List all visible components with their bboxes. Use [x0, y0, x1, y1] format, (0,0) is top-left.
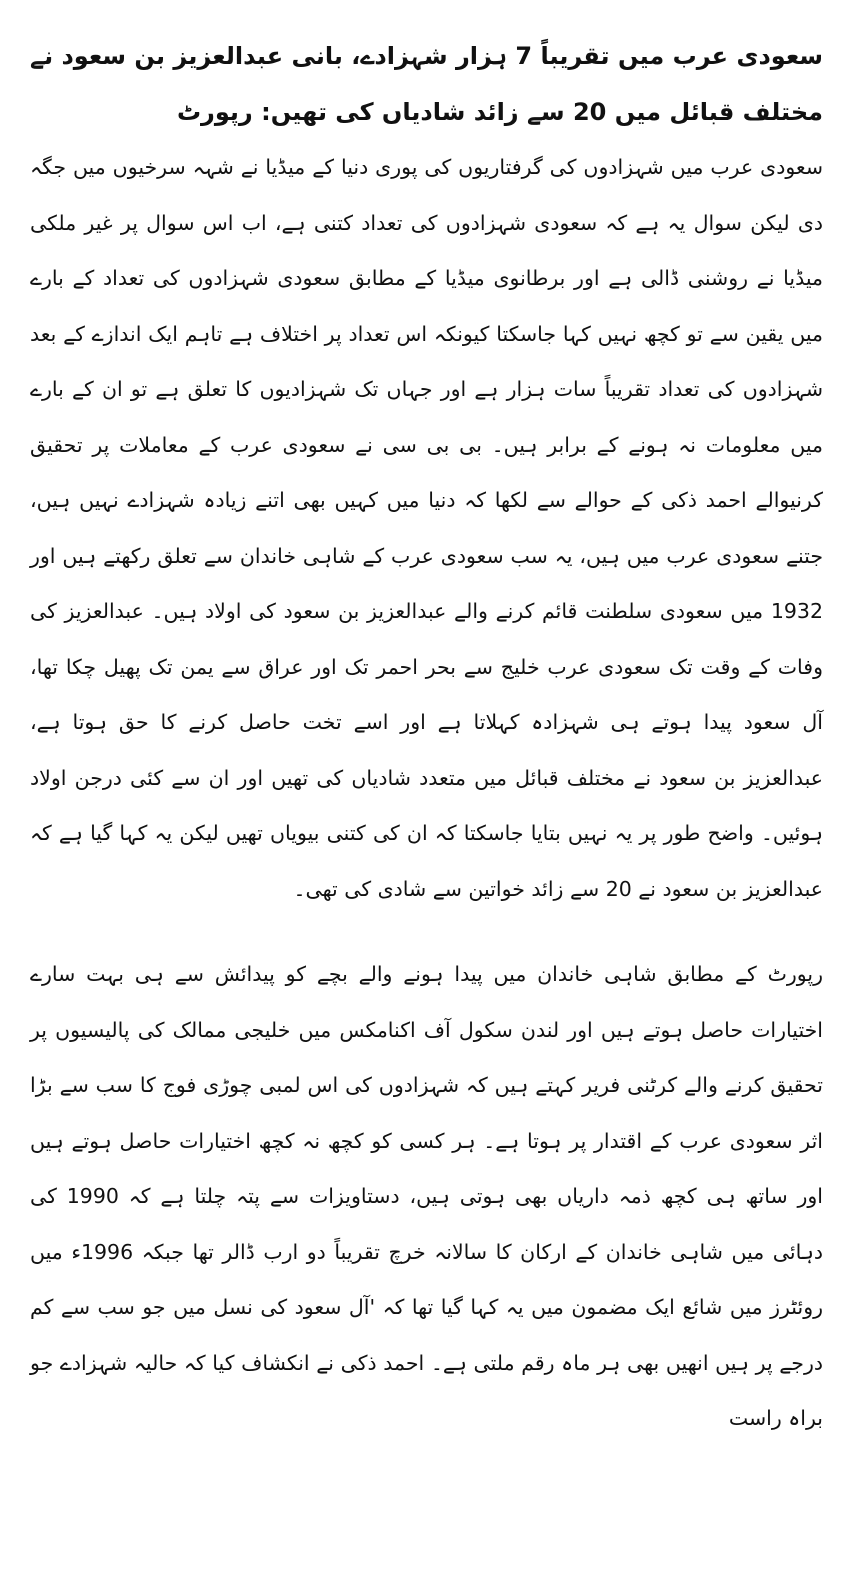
article-paragraph-2: رپورٹ کے مطابق شاہی خاندان میں پیدا ہونے والے بچے کو پیدائش سے ہی بہت سارے اختیارات حاصل ہوتے ہیں اور لندن سکول آف اکنامکس میں خلیجی ممالک کی پالیسیوں پر تحقیق کرنے والے کرٹنی فریر کہتے ہیں کہ شہزادوں کی اس لمبی چوڑی فوج کا سب سے بڑا اثر سعودی عرب کے اقتدار پر ہوتا ہے۔ ہر کسی کو کچھ نہ کچھ اختیارات حاصل ہوتے ہیں اور ساتھ ہی کچھ ذمہ داریاں بھی ہوتی ہیں، دستاویزات سے پتہ چلتا ہے کہ 1990 کی دہائی میں شاہی خاندان کے ارکان کا سالانہ خرچ تقریباً دو ارب ڈالر تھا جبکہ 1996ء میں روئٹرز میں شائع ایک مضمون میں یہ کہا گیا تھا کہ 'آل سعود کی نسل میں جو سب سے کم درجے پر ہیں انھیں بھی ہر ماہ رقم ملتی ہے۔ احمد ذکی نے انکشاف کیا کہ حالیہ شہزادے جو براہ راست: [30, 962, 823, 1430]
article-headline: سعودی عرب میں تقریباً 7 ہزار شہزادے، بانی عبدالعزیز بن سعود نے مختلف قبائل میں 20 سے زائد شادیاں کی تھیں: رپورٹ: [30, 42, 823, 126]
article-paragraph-1: سعودی عرب میں شہزادوں کی گرفتاریوں کی پوری دنیا کے میڈیا نے شہہ سرخیوں میں جگہ دی لیکن سوال یہ ہے کہ سعودی شہزادوں کی تعداد کتنی ہے، اب اس سوال پر غیر ملکی میڈیا نے روشنی ڈالی ہے اور برطانوی میڈیا کے مطابق سعودی شہزادوں کی تعداد کے بارے میں یقین سے تو کچھ نہیں کہا جاسکتا کیونکہ اس تعداد پر اختلاف ہے تاہم ایک اندازے کے بعد شہزادوں کی تعداد تقریباً سات ہزار ہے اور جہاں تک شہزادیوں کا تعلق ہے تو ان کے بارے میں معلومات نہ ہونے کے برابر ہیں۔ بی بی سی نے سعودی عرب کے معاملات پر تحقیق کرنیوالے احمد ذکی کے حوالے سے لکھا کہ دنیا میں کہیں بھی اتنے زیادہ شہزادے نہیں ہیں، جتنے سعودی عرب میں ہیں، یہ سب سعودی عرب کے شاہی خاندان سے تعلق رکھتے ہیں اور 1932 میں سعودی سلطنت قائم کرنے والے عبدالعزیز بن سعود کی اولاد ہیں۔ عبدالعزیز کی وفات کے وقت تک سعودی عرب خلیج سے بحر احمر تک اور عراق سے یمن تک پھیل چکا تھا، آل سعود پیدا ہوتے ہی شہزادہ کہلاتا ہے اور اسے تخت حاصل کرنے کا حق ہوتا ہے، عبدالعزیز بن سعود نے مختلف قبائل میں متعدد شادیاں کی تھیں اور ان سے کئی درجن اولاد ہوئیں۔ واضح طور پر یہ نہیں بتایا جاسکتا کہ ان کی کتنی بیویاں تھیں لیکن یہ کہا گیا ہے کہ عبدالعزیز بن سعود نے 20 سے زائد خواتین سے شادی کی تھی۔: [30, 155, 823, 901]
